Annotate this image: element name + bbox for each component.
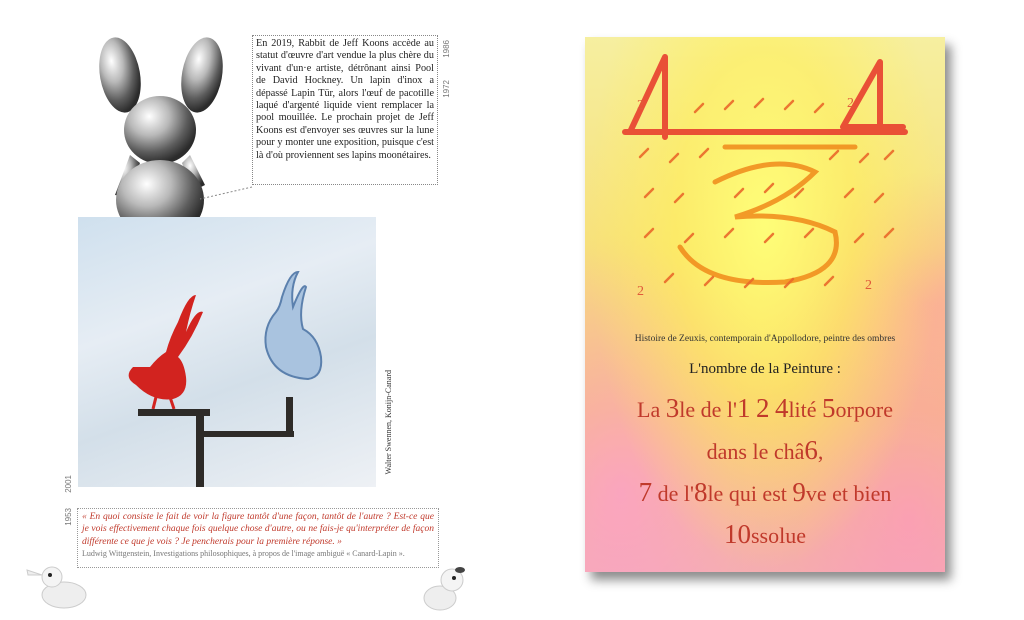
painted-two-top-left: 2 <box>637 98 644 113</box>
phrase-line-2: dans le châ6, <box>706 435 824 465</box>
painted-two-bottom-right: 2 <box>865 278 872 293</box>
rabbit-figurine-image <box>418 560 473 612</box>
painted-two-top-right: 2 <box>847 96 854 111</box>
koons-text-box <box>252 35 438 185</box>
page-heading: L'nombre de la Peinture : <box>689 361 841 377</box>
painted-two-bottom-left: 2 <box>637 284 644 299</box>
phrase-line-3: 7 de l'8le qui est 9ve et bien <box>638 477 892 507</box>
koons-text: En 2019, Rabbit de Jeff Koons accède au statut d'œuvre d'art vendue la plus chère du vivant d'un·e artiste, détrônant ainsi Pool de David Hockney. Un lapin d'inox a dépassé Lapin Tür, alors l'œuf de pacotille laqué d'argenté liquide vient remplacer la pool mouillée. Le prochain projet de Jeff Koons est d'envoyer ses œuvres sur la lune pour y monter une exposition, puisque c'est là d'où proviennent ses lapins moonétaires. <box>256 38 434 161</box>
quote-attribution: Ludwig Wittgenstein, Investigations philosophiques, à propos de l'image ambiguë « Canard-Lapin ». <box>82 549 405 559</box>
year-label-1972: 1972 <box>442 80 451 98</box>
painting-caption: Walter Swennen, Konijn-Canard <box>384 370 393 475</box>
leader-line <box>200 185 260 205</box>
painting-canvas <box>78 217 376 487</box>
year-label-1986: 1986 <box>442 40 451 58</box>
year-label-2001: 2001 <box>64 475 73 493</box>
konijn-canard-painting <box>78 217 376 487</box>
phrase-line-1: La 3le de l'1 2 4lité 5orpore <box>637 393 893 423</box>
phrase-line-4: 10ssolue <box>724 519 806 549</box>
right-page-painting <box>585 37 945 572</box>
year-label-1953: 1953 <box>64 508 73 526</box>
duck-figurine-image <box>22 555 92 610</box>
painted-numerals <box>585 37 945 337</box>
wittgenstein-quote-box <box>77 508 439 568</box>
wittgenstein-quote: « En quoi consiste le fait de voir la figure tantôt d'une façon, tantôt de l'autre ? Est-ce que je vois effectivement chaque fois quelque chose d'autre, ou ne fais-je qu'interpréter de façon différente ce que je vois ? Je pencherais pour la première réponse. » <box>82 512 434 547</box>
page-subtitle: Histoire de Zeuxis, contemporain d'Appollodore, peintre des ombres <box>634 334 896 344</box>
